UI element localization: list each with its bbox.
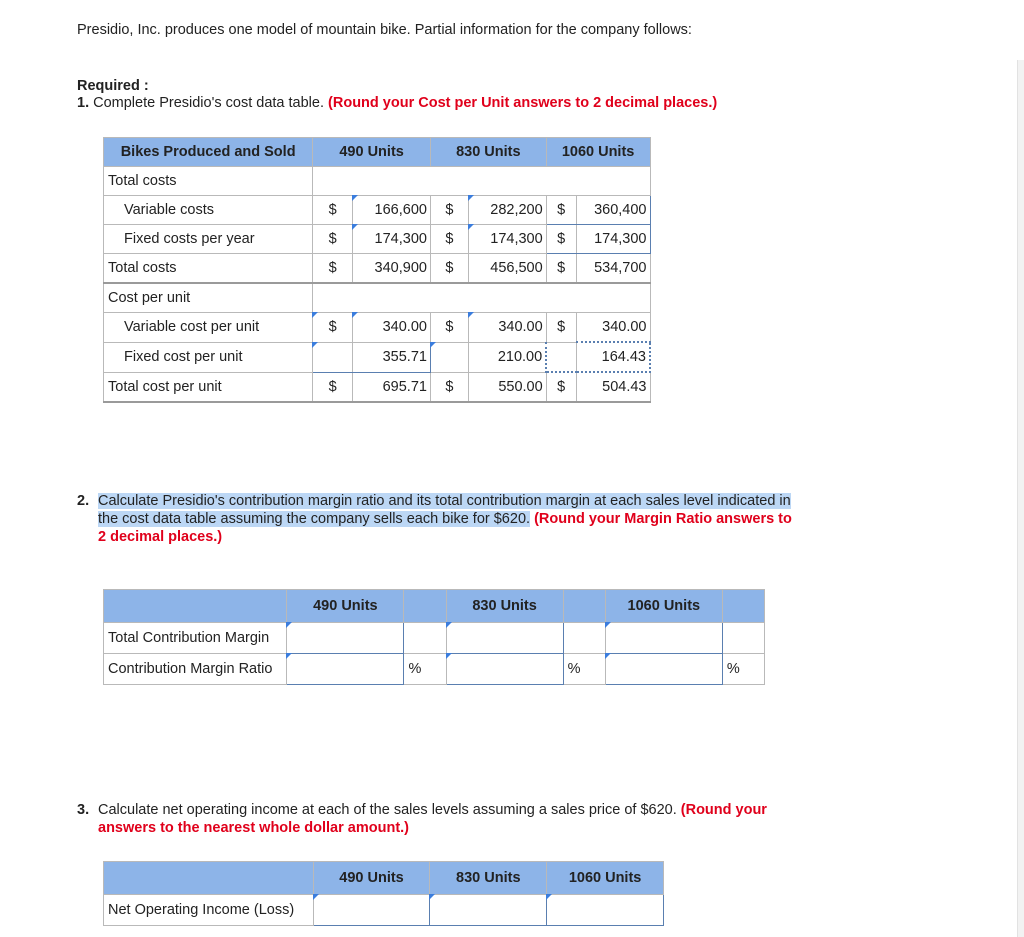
table-row — [104, 895, 664, 926]
fixed-cpu-830[interactable]: 210.00 — [468, 342, 546, 372]
cmr-490-input[interactable] — [287, 654, 404, 685]
dollar-sign: $ — [430, 372, 468, 402]
q2-text: Calculate Presidio's contribution margin ratio and its total contribution margin at each sales level indicated in the cost data table assuming the company sells each bike for $620. — [98, 493, 791, 527]
dollar-sign: $ — [430, 254, 468, 284]
variable-costs-label: Variable costs — [104, 196, 313, 225]
header-bikes-produced: Bikes Produced and Sold — [104, 138, 313, 167]
variable-costs-830[interactable]: 282,200 — [468, 196, 546, 225]
total-cpu-1060[interactable]: 504.43 — [576, 372, 650, 402]
table-row — [104, 313, 651, 343]
dollar-sign: $ — [430, 225, 468, 254]
var-cpu-label: Variable cost per unit — [104, 313, 313, 343]
total-cpu-label: Total cost per unit — [104, 372, 313, 402]
q2-number: 2. — [77, 493, 90, 509]
header-1060-units: 1060 Units — [546, 138, 650, 167]
cmr-label: Contribution Margin Ratio — [104, 654, 287, 685]
dollar-sign: $ — [546, 225, 576, 254]
intro-text: Presidio, Inc. produces one model of mountain bike. Partial information for the company follows: — [77, 22, 692, 38]
fixed-costs-label: Fixed costs per year — [104, 225, 313, 254]
total-costs-1060[interactable]: 534,700 — [576, 254, 650, 284]
var-cpu-1060[interactable]: 340.00 — [576, 313, 650, 343]
table-row — [104, 196, 651, 225]
noi-label: Net Operating Income (Loss) — [104, 895, 314, 926]
header-830-units: 830 Units — [446, 590, 563, 623]
table-row — [104, 225, 651, 254]
dollar-sign: $ — [546, 372, 576, 402]
var-cpu-490[interactable]: 340.00 — [353, 313, 431, 343]
q1-note: (Round your Cost per Unit answers to 2 decimal places.) — [328, 95, 718, 111]
question-1 — [77, 95, 977, 111]
table-row — [104, 342, 651, 372]
var-cpu-830[interactable]: 340.00 — [468, 313, 546, 343]
table-row — [104, 167, 651, 196]
total-cpu-490[interactable]: 695.71 — [353, 372, 431, 402]
cost-data-table — [103, 137, 651, 403]
q3-note: (Round your answers to the nearest whole dollar amount.) — [98, 802, 767, 836]
dollar-sign: $ — [546, 196, 576, 225]
q1-number: 1. — [77, 95, 90, 111]
fixed-costs-830[interactable]: 174,300 — [468, 225, 546, 254]
q3-text: Calculate net operating income at each of the sales levels assuming a sales price of $620. — [98, 802, 677, 818]
total-cpu-830[interactable]: 550.00 — [468, 372, 546, 402]
percent-sign: % — [404, 654, 446, 685]
table-row — [104, 623, 765, 654]
percent-sign: % — [563, 654, 605, 685]
table-row — [104, 654, 765, 685]
q2-note: (Round your Margin Ratio answers to 2 decimal places.) — [98, 511, 792, 545]
net-operating-income-table — [103, 861, 664, 926]
fixed-cpu-490[interactable]: 355.71 — [353, 342, 431, 372]
noi-830-input[interactable] — [430, 895, 547, 926]
fixed-cpu-label: Fixed cost per unit — [104, 342, 313, 372]
question-2 — [77, 492, 797, 546]
q1-text: Complete Presidio's cost data table. — [93, 95, 324, 111]
fixed-costs-490[interactable]: 174,300 — [353, 225, 431, 254]
total-costs-490[interactable]: 340,900 — [353, 254, 431, 284]
header-830-units: 830 Units — [430, 138, 546, 167]
percent-sign: % — [722, 654, 764, 685]
noi-1060-input[interactable] — [547, 895, 664, 926]
cost-per-unit-label: Cost per unit — [104, 283, 313, 313]
total-costs2-label: Total costs — [104, 254, 313, 284]
dollar-sign: $ — [313, 313, 353, 343]
dollar-sign: $ — [313, 225, 353, 254]
total-costs-label: Total costs — [104, 167, 313, 196]
cmr-1060-input[interactable] — [605, 654, 722, 685]
required-label: Required : — [77, 78, 149, 94]
table-row — [104, 254, 651, 284]
cmr-830-input[interactable] — [446, 654, 563, 685]
header-490-units: 490 Units — [313, 138, 431, 167]
noi-490-input[interactable] — [313, 895, 430, 926]
tcm-830-input[interactable] — [446, 623, 563, 654]
dollar-sign: $ — [546, 313, 576, 343]
tcm-490-input[interactable] — [287, 623, 404, 654]
dollar-sign: $ — [430, 313, 468, 343]
dollar-sign: $ — [313, 196, 353, 225]
dollar-sign: $ — [313, 254, 353, 284]
fixed-cpu-1060[interactable]: 164.43 — [576, 342, 650, 372]
variable-costs-490[interactable]: 166,600 — [353, 196, 431, 225]
scrollbar[interactable] — [1017, 60, 1024, 937]
variable-costs-1060[interactable]: 360,400 — [576, 196, 650, 225]
question-3 — [77, 801, 817, 837]
fixed-costs-1060[interactable]: 174,300 — [576, 225, 650, 254]
header-1060-units: 1060 Units — [605, 590, 722, 623]
dollar-sign: $ — [430, 196, 468, 225]
contribution-margin-table — [103, 589, 765, 685]
table-row — [104, 372, 651, 402]
header-490-units: 490 Units — [313, 862, 430, 895]
dollar-sign: $ — [313, 372, 353, 402]
tcm-label: Total Contribution Margin — [104, 623, 287, 654]
table-row — [104, 283, 651, 313]
tcm-1060-input[interactable] — [605, 623, 722, 654]
q3-number: 3. — [77, 802, 90, 818]
dollar-sign: $ — [546, 254, 576, 284]
header-830-units: 830 Units — [430, 862, 547, 895]
header-490-units: 490 Units — [287, 590, 404, 623]
header-1060-units: 1060 Units — [547, 862, 664, 895]
total-costs-830[interactable]: 456,500 — [468, 254, 546, 284]
